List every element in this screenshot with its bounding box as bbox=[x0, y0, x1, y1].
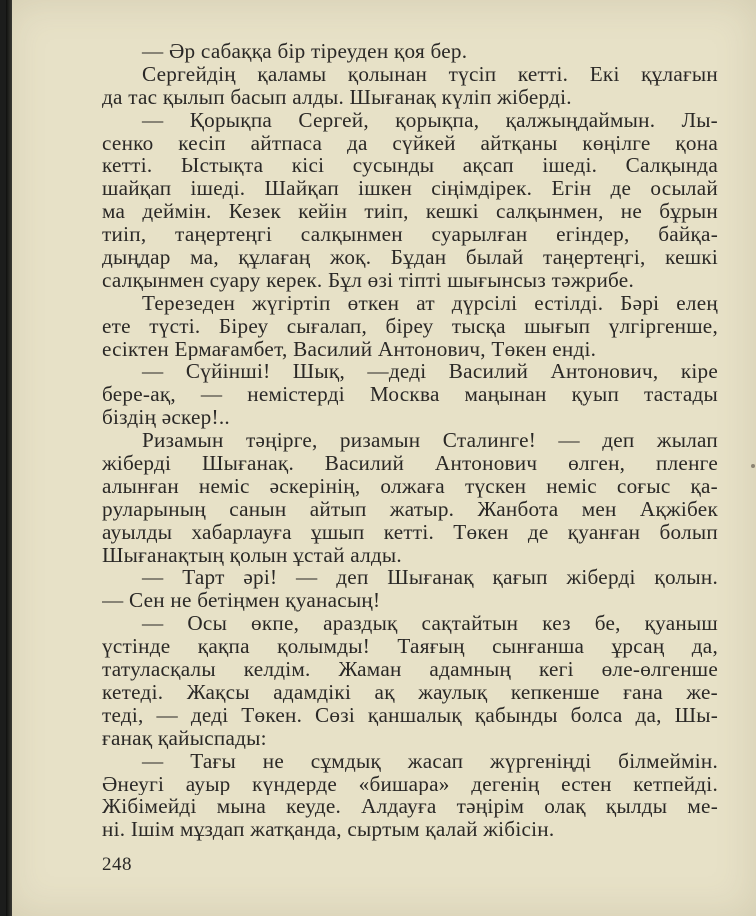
text-line: Әнеугі ауыр күндерде «бишара» дегенің естен кетпейді. bbox=[102, 772, 718, 796]
text-line: салқынмен суару керек. Бұл өзі тіпті шығынсыз тәжрибе. bbox=[102, 268, 635, 292]
text-line: — Осы өкпе, араздық сақтайтын кез бе, қуаныш bbox=[142, 612, 718, 636]
text-line: руларының санын айтып жатыр. Жанбота мен Ақжібек bbox=[102, 497, 718, 521]
book-page bbox=[6, 0, 756, 916]
text-line: тиіп, таңертеңгі салқынмен суарылған егіндер, байқа- bbox=[102, 223, 718, 247]
text-line: біздің әскер!.. bbox=[102, 406, 230, 430]
text-line: — Әр сабаққа бір тіреуден қоя бер. bbox=[142, 40, 468, 63]
text-line: жіберді Шығанақ. Василий Антонович өлген, пленге bbox=[102, 452, 718, 475]
text-line: — Тарт әрі! — деп Шығанақ қағып жіберді қолын. bbox=[142, 566, 718, 590]
page-binding-edge bbox=[6, 0, 12, 916]
text-line: Жібімейді мына кеуде. Алдауға тәңірім олақ қылды ме- bbox=[102, 795, 718, 819]
text-line: ма деймін. Кезек кейін тиіп, кешкі салқынмен, не бұрын bbox=[102, 200, 718, 224]
text-line: кетті. Ыстықта кісі сусынды ақсап ішеді. Салқында bbox=[102, 154, 718, 178]
text-line: — Қорықпа Сергей, қорықпа, қалжыңдаймын. Лы- bbox=[142, 108, 718, 132]
text-line: дыңдар ма, құлағаң жоқ. Бұдан былай таңертеңгі, кешкі bbox=[102, 246, 718, 269]
paper-speck bbox=[751, 464, 755, 468]
text-line: — Тағы не сұмдық жасап жүргеніңді білмеймін. bbox=[142, 749, 718, 773]
text-line: алынған неміс әскерінің, олжаға түскен неміс соғыс қа- bbox=[102, 474, 718, 498]
body-text bbox=[102, 40, 718, 841]
text-line: ні. Ішім мұздап жатқанда, сыртым қалай жібісін. bbox=[102, 818, 555, 842]
text-line: Терезеден жүгіртіп өткен ат дүрсілі естілді. Бәрі елең bbox=[142, 291, 718, 315]
text-line: үстінде қақпа қолымды! Таяғың сынғанша ұрсаң да, bbox=[102, 635, 718, 659]
text-line: — Сүйінші! Шық, —деді Василий Антонович, кіре bbox=[142, 360, 718, 384]
text-line: ғанақ қайыспады: bbox=[102, 726, 267, 750]
text-line: кетеді. Жақсы адамдікі ақ жаулық кепкенше ғана же- bbox=[102, 680, 718, 704]
text-line: сенко кесіп айтпаса да сүйкей айтқаны көңілге қона bbox=[102, 131, 718, 155]
text-line: теді, — деді Төкен. Сөзі қаншалық қабынды болса да, Шы- bbox=[102, 703, 718, 727]
text-line: есіктен Ермағамбет, Василий Антонович, Төкен енді. bbox=[102, 337, 597, 361]
page-number: 248 bbox=[102, 854, 132, 875]
text-line: ете түсті. Біреу сығалап, біреу тысқа шығып үлгіргенше, bbox=[102, 314, 718, 338]
text-line: да тас қылып басып алды. Шығанақ күліп жіберді. bbox=[102, 85, 572, 109]
text-line: ауылды хабарлауға ұшып кетті. Төкен де қуанған болып bbox=[102, 520, 718, 544]
text-line: Ризамын тәңірге, ризамын Сталинге! — деп жылап bbox=[142, 429, 718, 453]
text-line: шайқап ішеді. Шайқап ішкен сіңімдірек. Егін де осылай bbox=[102, 177, 718, 201]
text-line: — Сен не бетіңмен қуанасың! bbox=[102, 589, 381, 613]
text-line: татуласқалы келдім. Жаман адамның кегі өле-өлгенше bbox=[102, 658, 718, 681]
text-line: Шығанақтың қолын ұстай алды. bbox=[102, 543, 402, 567]
text-line: Сергейдің қаламы қолынан түсіп кетті. Екі құлағын bbox=[142, 62, 718, 86]
text-line: бере-ақ, — немістерді Москва маңынан қуып тастады bbox=[102, 383, 718, 407]
